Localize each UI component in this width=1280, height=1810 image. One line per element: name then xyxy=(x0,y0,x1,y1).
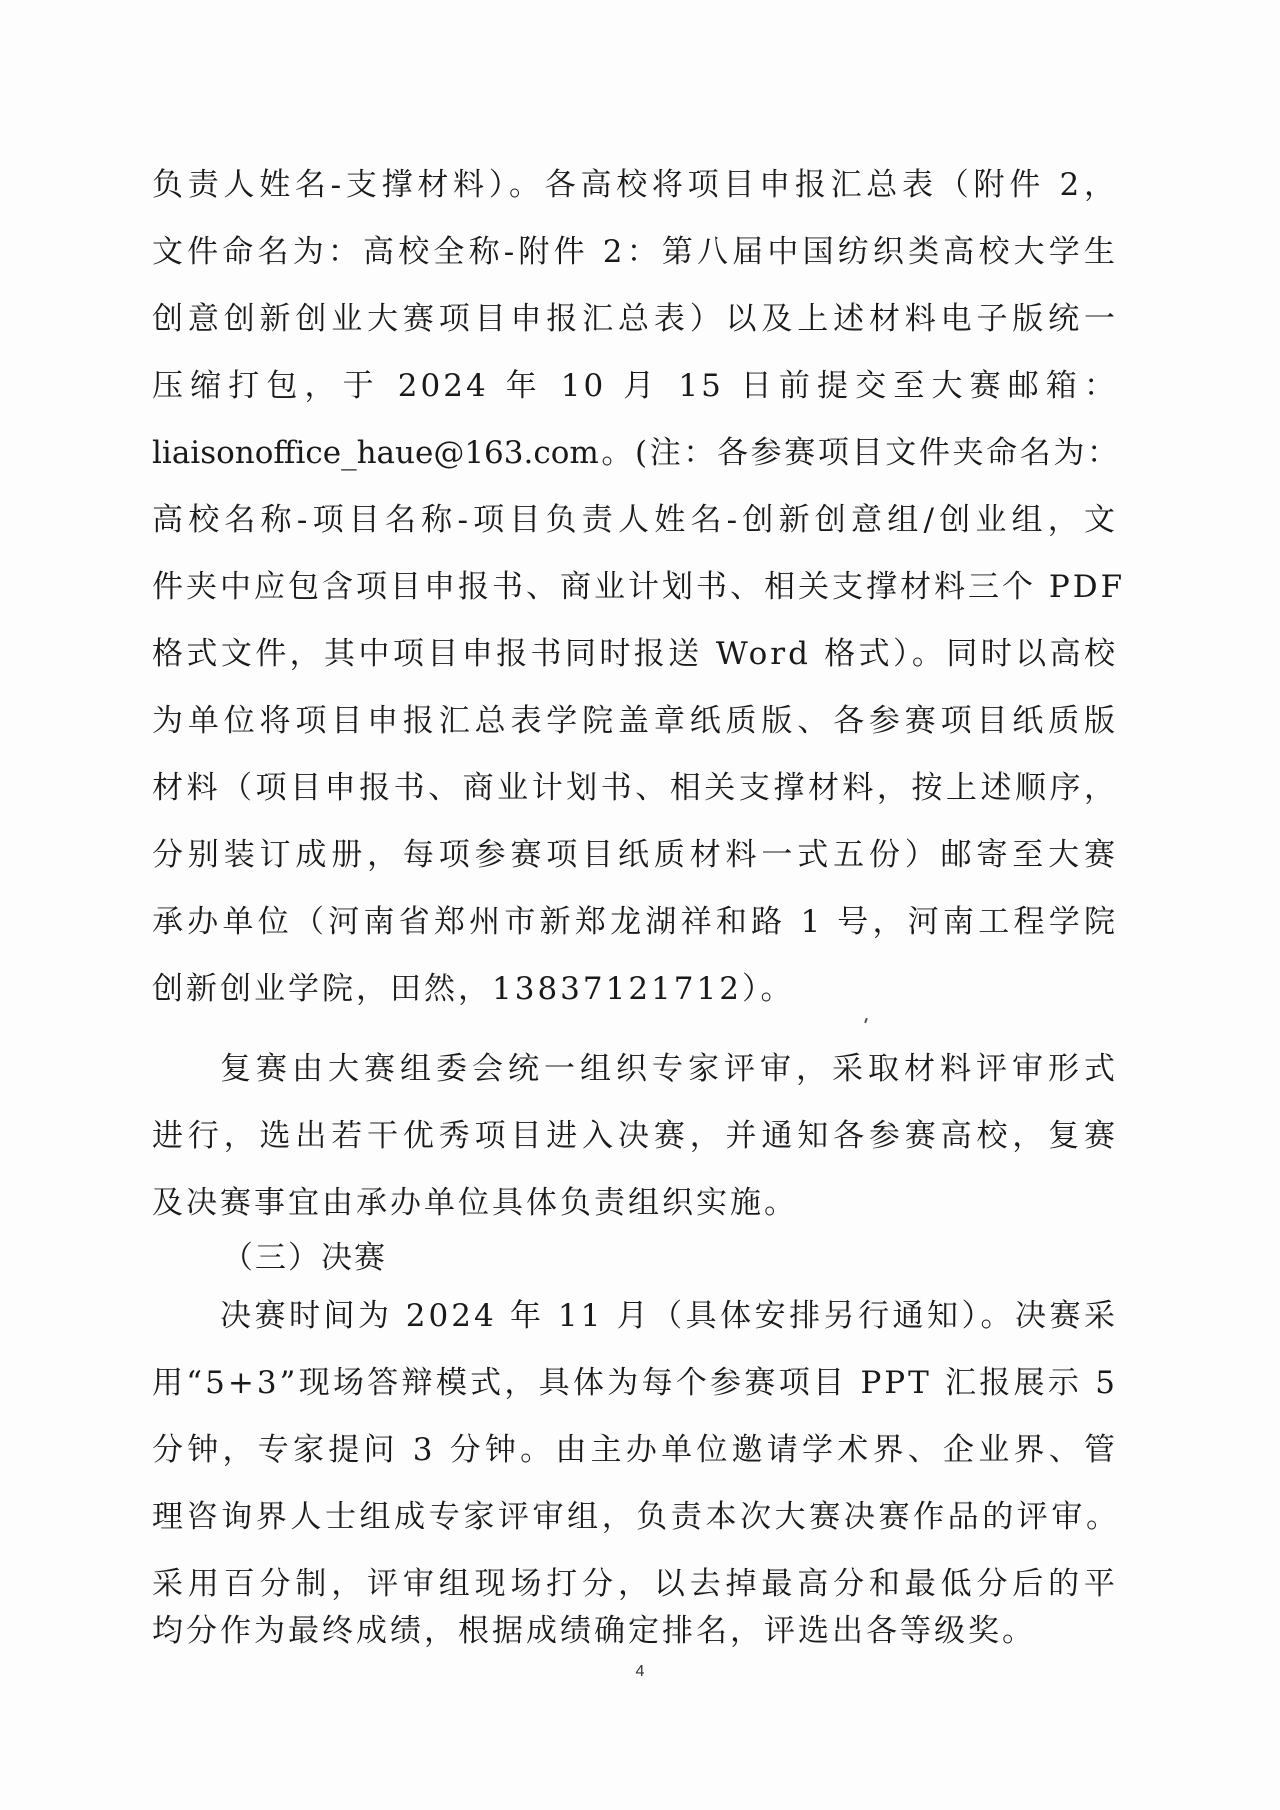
body-line-2: 文件命名为：高校全称-附件 2：第八届中国纺织类高校大学生 xyxy=(152,234,1118,270)
body-line-12: 承办单位（河南省郑州市新郑龙湖祥和路 1 号，河南工程学院 xyxy=(152,904,1118,940)
body-line-7: 件夹中应包含项目申报书、商业计划书、相关支撑材料三个 PDF xyxy=(152,569,1126,605)
paragraph-3-line-6: 均分作为最终成绩，根据成绩确定排名，评选出各等级奖。 xyxy=(152,1613,1036,1649)
paragraph-3-line-3: 分钟，专家提问 3 分钟。由主办单位邀请学术界、企业界、管 xyxy=(152,1432,1118,1468)
paragraph-3-line-4: 理咨询界人士组成专家评审组，负责本次大赛决赛作品的评审。 xyxy=(152,1499,1118,1535)
body-line-13: 创新创业学院，田然，13837121712）。 xyxy=(152,971,795,1007)
paragraph-2-line-2: 进行，选出若干优秀项目进入决赛，并通知各参赛高校，复赛 xyxy=(152,1118,1118,1154)
scan-speck xyxy=(864,1018,868,1023)
paragraph-2-line-3: 及决赛事宜由承办单位具体负责组织实施。 xyxy=(152,1185,798,1221)
paragraph-3-line-2: 用“5+3”现场答辩模式，具体为每个参赛项目 PPT 汇报展示 5 xyxy=(152,1365,1118,1401)
body-line-6: 高校名称-项目名称-项目负责人姓名-创新创意组/创业组，文 xyxy=(152,502,1118,538)
body-line-3: 创意创新创业大赛项目申报汇总表）以及上述材料电子版统一 xyxy=(152,301,1118,337)
body-line-11: 分别装订成册，每项参赛项目纸质材料一式五份）邮寄至大赛 xyxy=(152,837,1118,873)
body-line-10: 材料（项目申报书、商业计划书、相关支撑材料，按上述顺序， xyxy=(152,770,1118,806)
body-line-8: 格式文件，其中项目申报书同时报送 Word 格式）。同时以高校 xyxy=(152,636,1118,672)
body-line-5: liaisonoffice_haue@163.com。(注：各参赛项目文件夹命名为： xyxy=(152,435,1118,471)
section-heading: （三）决赛 xyxy=(222,1240,387,1276)
paragraph-2-line-1: 复赛由大赛组委会统一组织专家评审，采取材料评审形式 xyxy=(220,1051,1118,1087)
body-line-1: 负责人姓名-支撑材料）。各高校将项目申报汇总表（附件 2， xyxy=(152,167,1118,203)
body-line-4: 压缩打包，于 2024 年 10 月 15 日前提交至大赛邮箱： xyxy=(152,368,1118,404)
page-number: 4 xyxy=(635,1663,645,1680)
paragraph-3-line-5: 采用百分制，评审组现场打分，以去掉最高分和最低分后的平 xyxy=(152,1566,1118,1602)
body-line-9: 为单位将项目申报汇总表学院盖章纸质版、各参赛项目纸质版 xyxy=(152,703,1118,739)
paragraph-3-line-1: 决赛时间为 2024 年 11 月（具体安排另行通知）。决赛采 xyxy=(220,1298,1118,1334)
